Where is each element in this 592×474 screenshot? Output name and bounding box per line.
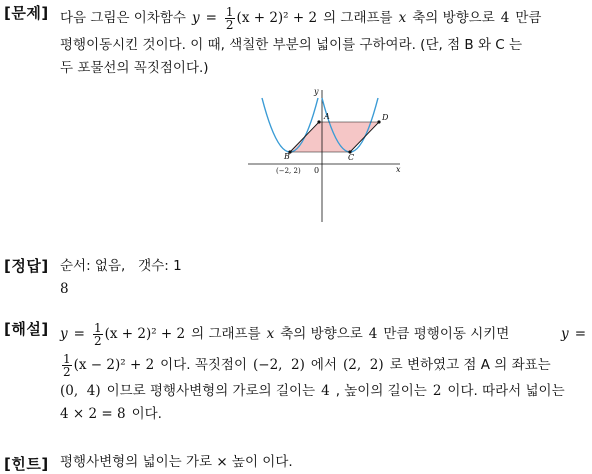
math-expression: 4 × 2 = 8 [60, 406, 126, 422]
math-var-y: y [60, 325, 68, 342]
hint-tag: [힌트] [4, 455, 49, 473]
point-D-label: D [382, 113, 389, 122]
math-point: (2, 2) [343, 356, 384, 373]
shaded-parallelogram [290, 122, 379, 152]
explanation-line-1 [60, 318, 586, 350]
math-var-x: x [398, 9, 407, 26]
point-B-coord: (−2, 2) [276, 167, 301, 175]
math-var-y: y [561, 325, 569, 342]
problem-text: 축의 방향으로 [412, 9, 495, 26]
answer-value: 8 [60, 281, 69, 297]
math-expression: (x − 2)² + 2 [73, 356, 155, 373]
math-point: (−2, 2) [253, 356, 305, 373]
math-expression: (x + 2)² + 2 [104, 325, 186, 342]
explanation-tag: [해설] [4, 320, 49, 338]
point-B-label: B [284, 152, 290, 161]
problem-line-2: 평행이동시킨 것이다. 이 때, 색칠한 부분의 넓이를 구하여라. (단, 점 B 와 C 는 [60, 37, 523, 53]
math-fraction: $\frac{1}{2}$ [225, 4, 234, 32]
explanation-text: 만큼 평행이동 시키면 [383, 325, 510, 342]
answer-body [60, 255, 586, 301]
problem-text: 의 그래프를 [323, 9, 393, 26]
math-number: 4 [500, 9, 510, 26]
point-D-dot [377, 120, 380, 123]
problem-line-1 [60, 2, 586, 34]
problem-line-3: 두 포물선의 꼭짓점이다.) [60, 60, 209, 76]
math-point: (0, 4) [60, 383, 101, 399]
math-equals: = [205, 9, 217, 26]
explanation-line-2 [60, 350, 586, 380]
explanation-text: 이다. [131, 406, 162, 422]
problem-body [60, 2, 586, 80]
math-number: 2 [432, 383, 442, 399]
explanation-text: 이다. 따라서 넓이는 [447, 383, 565, 399]
explanation-text: 이므로 평행사변형의 가로의 길이는 [106, 383, 316, 399]
origin-label: 0 [314, 166, 320, 175]
math-equals: = [574, 325, 586, 342]
math-var-x: x [266, 325, 275, 342]
problem-text: 만큼 [515, 9, 542, 26]
hint-text: 평행사변형의 넓이는 가로 × 높이 이다. [60, 454, 293, 470]
explanation-text: 축의 방향으로 [280, 325, 363, 342]
explanation-line-3 [60, 380, 586, 403]
x-axis-label: x [396, 165, 401, 174]
point-A-dot [317, 120, 320, 123]
math-expression: (x + 2)² + 2 [236, 9, 318, 26]
explanation-body [60, 318, 586, 426]
math-var-y: y [191, 9, 200, 26]
math-number: 4 [368, 325, 378, 342]
explanation-text: 이다. 꼭짓점이 [160, 356, 248, 373]
explanation-text: 에서 [310, 356, 338, 373]
math-number: 4 [321, 383, 330, 399]
explanation-text: 로 변하였고 점 A 의 좌표는 [389, 356, 551, 373]
problem-tag: [문제] [4, 4, 49, 22]
point-A-label: A [324, 112, 330, 121]
answer-line-1: 순서: 없음, 갯수: 1 [60, 258, 182, 274]
problem-text: 다음 그림은 이차함수 [60, 9, 186, 26]
explanation-text: 의 그래프를 [191, 325, 261, 342]
hint-body [60, 453, 586, 471]
math-fraction: $\frac{1}{2}$ [63, 351, 71, 379]
explanation-line-4 [60, 403, 586, 426]
answer-tag: [정답] [4, 257, 49, 275]
math-fraction: $\frac{1}{2}$ [93, 320, 102, 348]
point-C-label: C [348, 153, 355, 162]
explanation-text: , 높이의 길이는 [335, 383, 427, 399]
y-axis-label: y [314, 87, 319, 96]
parabola-figure [244, 84, 404, 224]
math-equals: = [73, 325, 85, 342]
